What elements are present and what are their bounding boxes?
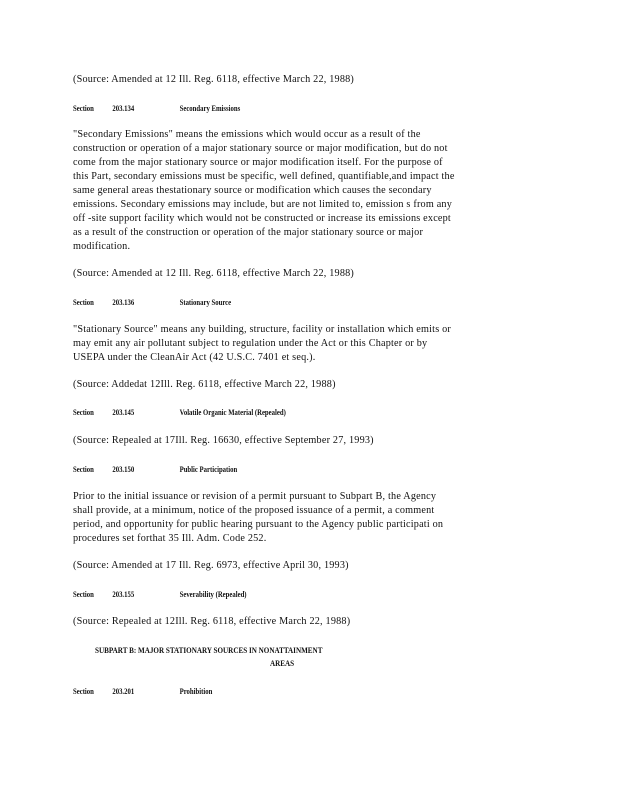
section-title: Volatile Organic Material (Repealed) [179, 408, 286, 417]
source-note: (Source: Amended at 12 Ill. Reg. 6118, effective March 22, 1988) [73, 74, 354, 85]
subpart-heading-continued: AREAS [270, 659, 295, 668]
subpart-heading: SUBPART B: MAJOR STATIONARY SOURCES IN NONATTAINMENT [95, 646, 323, 655]
section-title: Prohibition [179, 687, 213, 696]
text-line: construction or operation of a major stationary source or major modification, but do not [73, 143, 448, 154]
section-label: Section [73, 408, 94, 417]
text-line: come from the major stationary source or major modification itself. For the purpose of [73, 157, 443, 168]
text-line: same general areas thestationary source or modification which causes the secondary [73, 185, 432, 196]
section-body [73, 490, 505, 546]
source-note: (Source: Amended at 12 Ill. Reg. 6118, effective March 22, 1988) [73, 268, 354, 279]
text-line: emissions. Secondary emissions may include, but are not limited to, emission s from any [73, 199, 453, 210]
section-number: 203.150 [112, 465, 135, 474]
section-label: Section [73, 104, 94, 113]
text-line: USEPA under the CleanAir Act (42 U.S.C. 7401 et seq.). [73, 352, 316, 363]
section-number: 203.201 [112, 687, 135, 696]
text-line: may emit any air pollutant subject to regulation under the Act or this Chapter or by [73, 338, 428, 349]
text-line: period, and opportunity for public hearing pursuant to the Agency public participati on [73, 519, 444, 530]
section-label: Section [73, 298, 94, 307]
section-body [73, 128, 505, 254]
text-line: this Part, secondary emissions must be specific, well defined, quantifiable,and impact the [73, 171, 455, 182]
text-line: Prior to the initial issuance or revision of a permit pursuant to Subpart B, the Agency [73, 491, 437, 502]
section-label: Section [73, 687, 94, 696]
section-heading [73, 590, 247, 599]
section-number: 203.145 [112, 408, 135, 417]
section-label: Section [73, 465, 94, 474]
section-heading [73, 408, 286, 417]
text-line: procedures set forthat 35 Ill. Adm. Code 252. [73, 533, 267, 544]
section-label: Section [73, 590, 94, 599]
text-line: "Stationary Source" means any building, structure, facility or installation which emits or [73, 324, 451, 335]
source-note: (Source: Addedat 12Ill. Reg. 6118, effective March 22, 1988) [73, 379, 336, 390]
section-number: 203.136 [112, 298, 135, 307]
section-title: Severability (Repealed) [179, 590, 247, 599]
source-note: (Source: Repealed at 12Ill. Reg. 6118, effective March 22, 1988) [73, 616, 351, 627]
text-line: modification. [73, 241, 131, 252]
section-heading [73, 104, 240, 113]
section-heading [73, 465, 237, 474]
text-line: "Secondary Emissions" means the emissions which would occur as a result of the [73, 129, 421, 140]
section-title: Public Participation [179, 465, 238, 474]
section-number: 203.134 [112, 104, 135, 113]
text-line: off -site support facility which would not be constructed or increase its emissions except [73, 213, 451, 224]
section-heading [73, 298, 231, 307]
text-line: shall provide, at a minimum, notice of the proposed issuance of a permit, a comment [73, 505, 435, 516]
text-line: as a result of the construction or operation of the major stationary source or major [73, 227, 424, 238]
source-note: (Source: Repealed at 17Ill. Reg. 16630, effective September 27, 1993) [73, 435, 374, 446]
source-note: (Source: Amended at 17 Ill. Reg. 6973, effective April 30, 1993) [73, 560, 349, 571]
section-number: 203.155 [112, 590, 135, 599]
section-body [73, 323, 505, 365]
section-title: Stationary Source [179, 298, 232, 307]
section-title: Secondary Emissions [179, 104, 241, 113]
section-heading [73, 687, 212, 696]
